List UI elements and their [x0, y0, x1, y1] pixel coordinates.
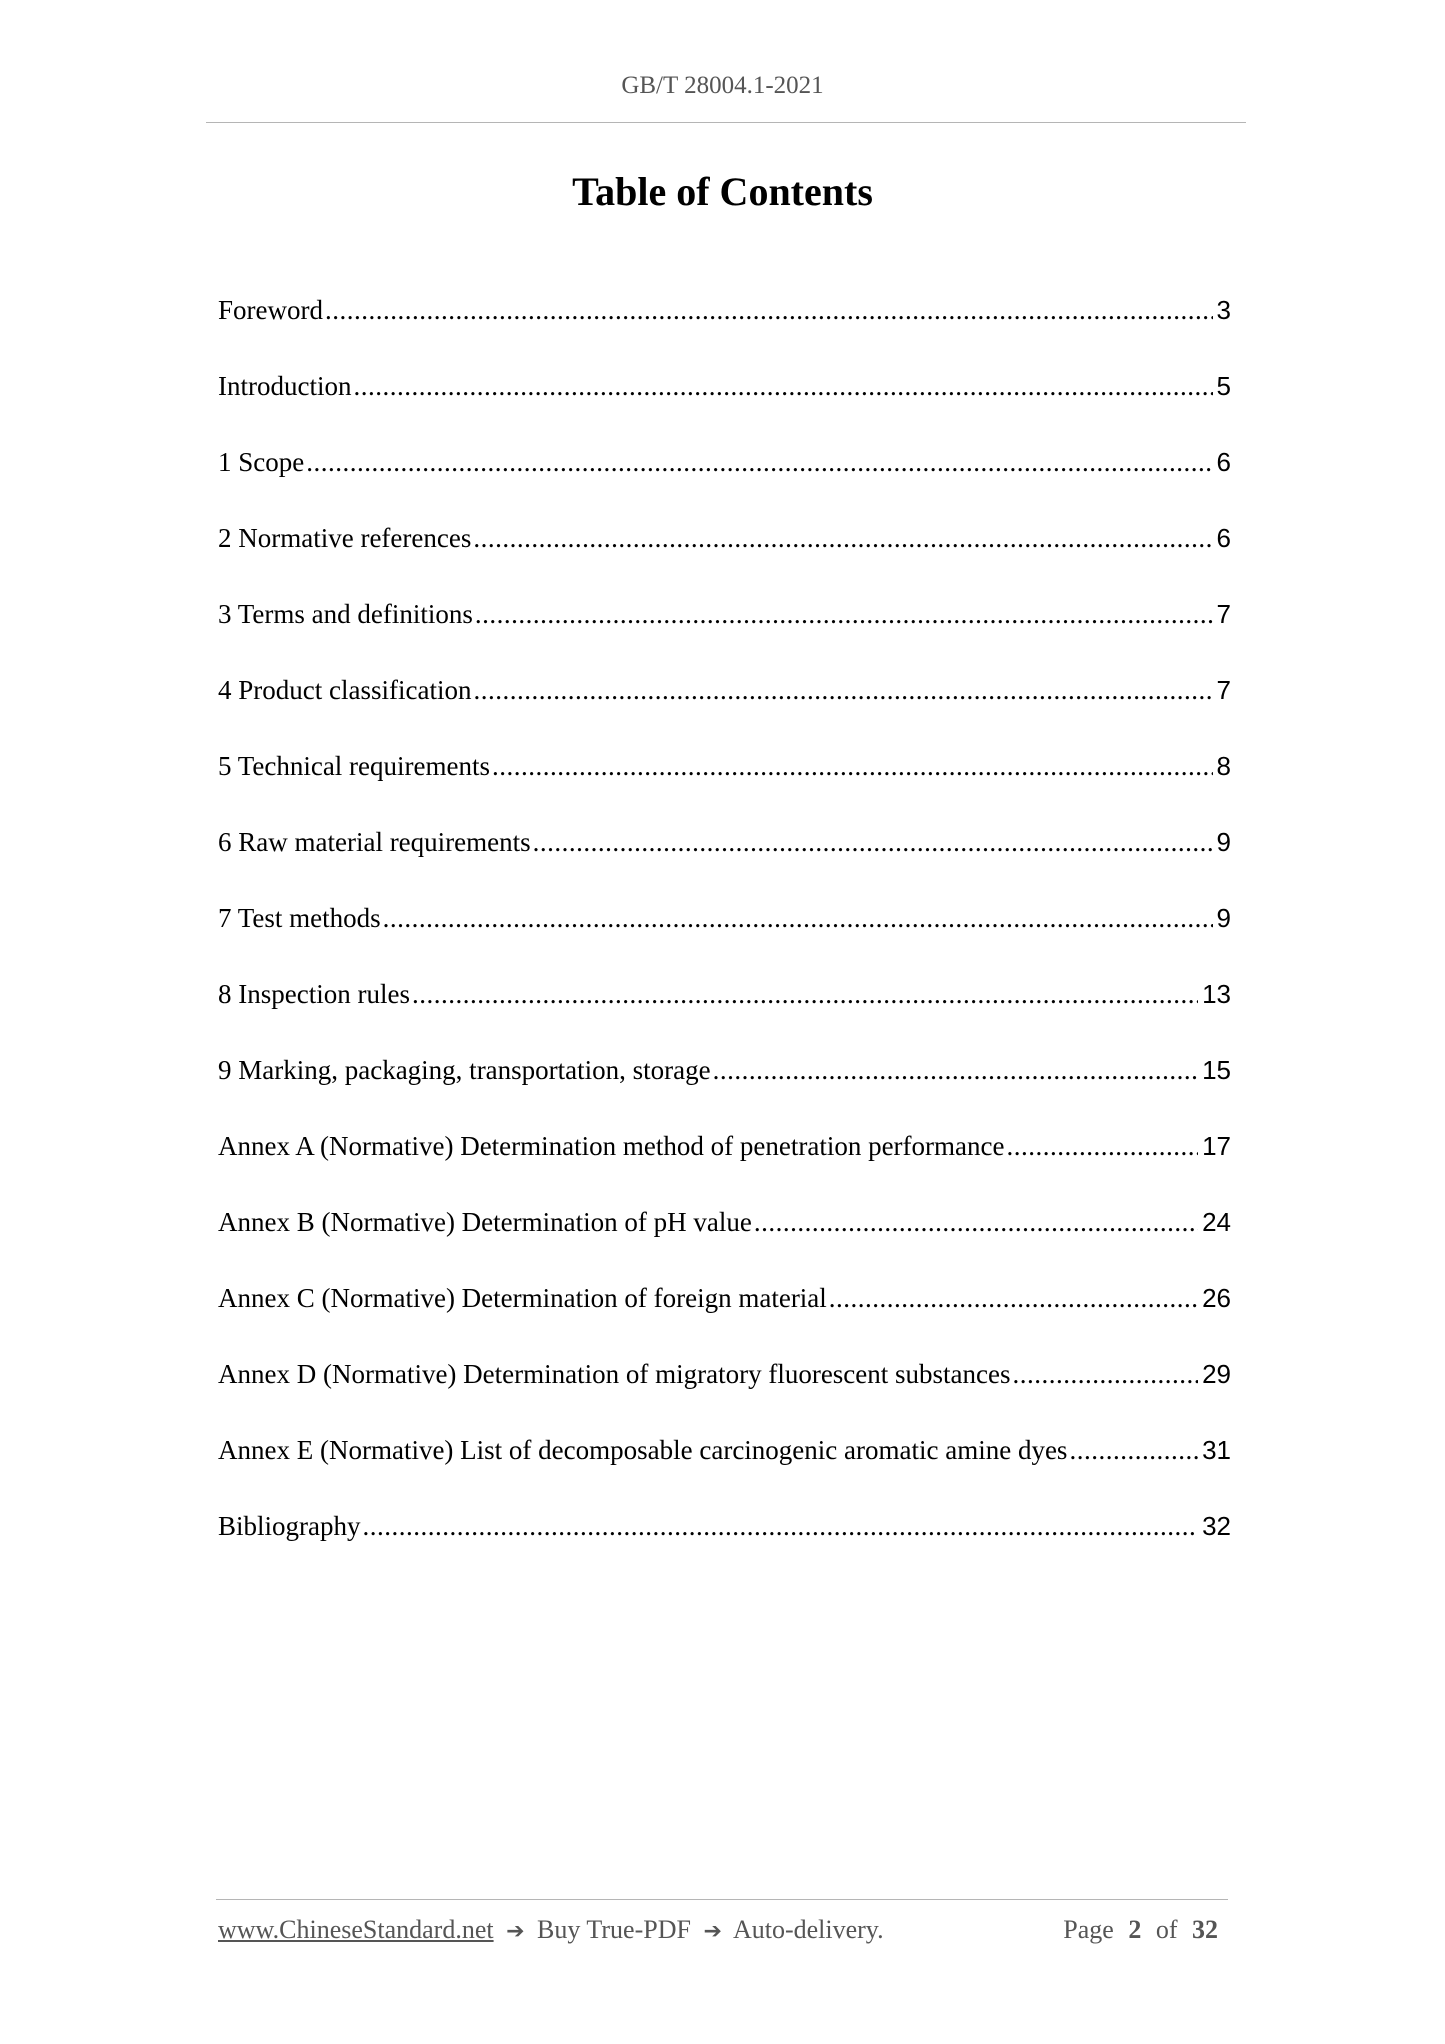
delivery-text: Auto-delivery. [732, 1915, 884, 1944]
toc-dot-leader [353, 360, 1212, 412]
footer-promo [218, 1915, 884, 1945]
toc-entry[interactable] [218, 284, 1231, 360]
toc-entry-label: 8 Inspection rules [218, 979, 410, 1009]
toc-entry-page-number: 15 [1202, 1055, 1231, 1085]
toc-entry-page-number: 9 [1216, 903, 1231, 933]
toc-entry-page-number: 7 [1216, 599, 1231, 629]
toc-entry[interactable] [218, 588, 1231, 664]
toc-entry-page-number: 31 [1202, 1435, 1231, 1465]
page-indicator [1063, 1915, 1226, 1945]
toc-dot-leader [533, 816, 1213, 868]
toc-dot-leader [412, 968, 1198, 1020]
toc-entry-label: Foreword [218, 295, 323, 325]
toc-entry-page-number: 8 [1216, 751, 1231, 781]
toc-entry-page-number: 32 [1202, 1511, 1231, 1541]
toc-entry-page-number: 3 [1216, 295, 1231, 325]
toc-entry[interactable] [218, 816, 1231, 892]
toc-entry[interactable] [218, 1424, 1231, 1500]
toc-entry-label: Annex A (Normative) Determination method of penetration performance [218, 1131, 1005, 1161]
toc-entry-page-number: 6 [1216, 447, 1231, 477]
toc-dot-leader [1069, 1424, 1198, 1476]
toc-entry-page-number: 13 [1202, 979, 1231, 1009]
toc-dot-leader [383, 892, 1213, 944]
toc-entry-label: 3 Terms and definitions [218, 599, 473, 629]
toc-entry-page-number: 7 [1216, 675, 1231, 705]
buy-text: Buy True-PDF [537, 1915, 691, 1944]
toc-dot-leader [1013, 1348, 1199, 1400]
toc-dot-leader [363, 1500, 1199, 1552]
toc-title: Table of Contents [572, 169, 873, 214]
footer-divider [216, 1899, 1228, 1900]
toc-entry[interactable] [218, 1044, 1231, 1120]
document-code-header: GB/T 28004.1-2021 [621, 72, 824, 99]
toc-entry-page-number: 17 [1202, 1131, 1231, 1161]
toc-dot-leader [473, 512, 1212, 564]
toc-dot-leader [325, 284, 1213, 336]
toc-dot-leader [1006, 1120, 1198, 1172]
toc-entry-label: 6 Raw material requirements [218, 827, 531, 857]
toc-entry-label: Annex D (Normative) Determination of migratory fluorescent substances [218, 1359, 1011, 1389]
toc-list [218, 284, 1231, 1576]
toc-entry[interactable] [218, 664, 1231, 740]
toc-dot-leader [475, 588, 1213, 640]
toc-entry-label: Annex B (Normative) Determination of pH value [218, 1207, 752, 1237]
toc-entry-label: 2 Normative references [218, 523, 472, 553]
of-word: of [1155, 1915, 1178, 1944]
toc-entry[interactable] [218, 360, 1231, 436]
page-footer [218, 1915, 1226, 1945]
toc-entry-label: Annex C (Normative) Determination of foreign material [218, 1283, 827, 1313]
toc-entry[interactable] [218, 740, 1231, 816]
total-pages-number: 32 [1192, 1915, 1218, 1944]
toc-entry[interactable] [218, 892, 1231, 968]
toc-entry[interactable] [218, 1272, 1231, 1348]
toc-entry-label: 1 Scope [218, 447, 305, 477]
toc-entry[interactable] [218, 1196, 1231, 1272]
toc-entry[interactable] [218, 1120, 1231, 1196]
right-arrow-icon: ➔ [506, 1919, 525, 1944]
toc-entry-page-number: 9 [1216, 827, 1231, 857]
toc-dot-leader [713, 1044, 1198, 1096]
toc-dot-leader [754, 1196, 1198, 1248]
toc-entry-label: 9 Marking, packaging, transportation, storage [218, 1055, 711, 1085]
toc-entry-page-number: 6 [1216, 523, 1231, 553]
toc-entry[interactable] [218, 1500, 1231, 1576]
toc-dot-leader [306, 436, 1212, 488]
toc-entry-label: 5 Technical requirements [218, 751, 491, 781]
current-page-number: 2 [1128, 1915, 1142, 1944]
toc-entry[interactable] [218, 1348, 1231, 1424]
toc-entry-label: Bibliography [218, 1511, 361, 1541]
toc-dot-leader [492, 740, 1213, 792]
toc-entry-label: Introduction [218, 371, 352, 401]
toc-entry-label: 7 Test methods [218, 903, 381, 933]
toc-entry[interactable] [218, 436, 1231, 512]
toc-entry-label: 4 Product classification [218, 675, 472, 705]
right-arrow-icon: ➔ [703, 1919, 722, 1944]
toc-entry-page-number: 26 [1202, 1283, 1231, 1313]
toc-entry-label: Annex E (Normative) List of decomposable carcinogenic aromatic amine dyes [218, 1435, 1068, 1465]
toc-entry-page-number: 5 [1216, 371, 1231, 401]
header-divider [206, 122, 1246, 123]
toc-dot-leader [829, 1272, 1198, 1324]
toc-entry-page-number: 29 [1202, 1359, 1231, 1389]
toc-dot-leader [473, 664, 1212, 716]
page-word: Page [1063, 1915, 1114, 1944]
toc-entry-page-number: 24 [1202, 1207, 1231, 1237]
toc-entry[interactable] [218, 968, 1231, 1044]
toc-entry[interactable] [218, 512, 1231, 588]
site-link[interactable]: www.ChineseStandard.net [218, 1915, 494, 1944]
